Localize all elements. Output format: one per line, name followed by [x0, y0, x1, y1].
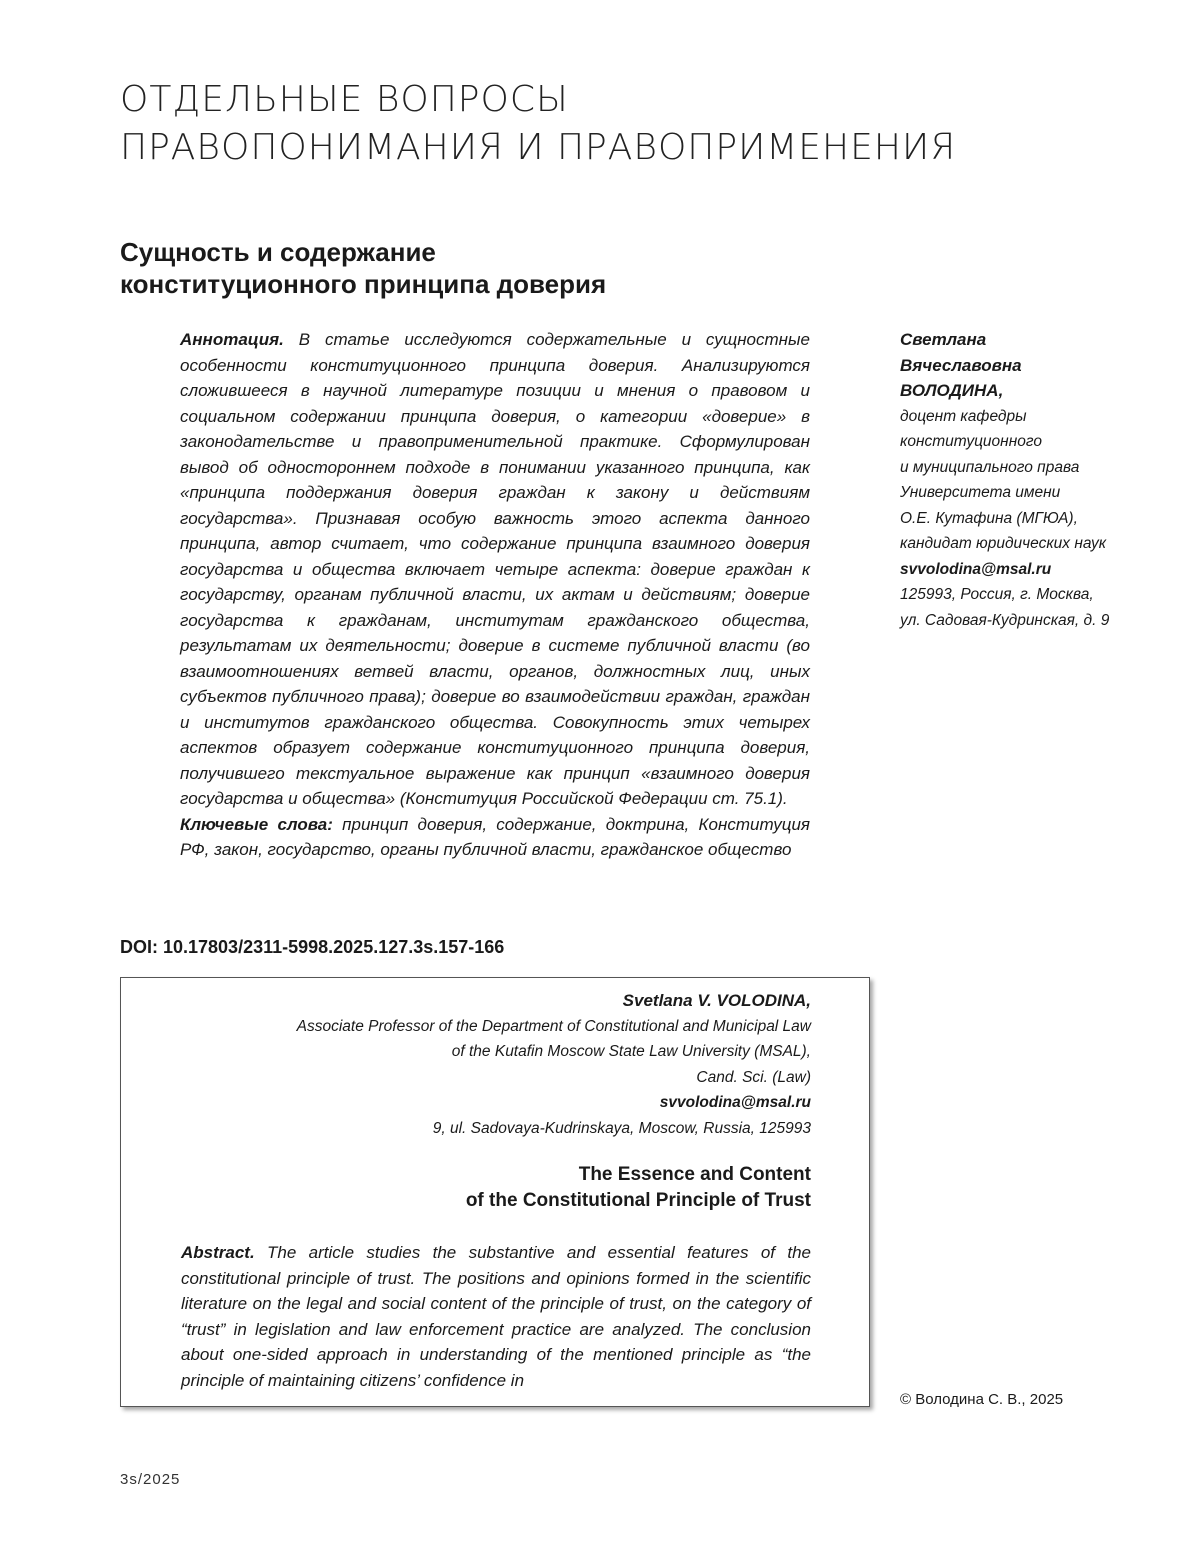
keywords-ru-paragraph: [180, 812, 810, 863]
doi: DOI: 10.17803/2311-5998.2025.127.3s.157-166: [120, 937, 505, 957]
author-ru-address-2: ул. Садовая-Кудринская, д. 9: [900, 611, 1110, 629]
section-heading: [120, 76, 1160, 172]
author-info-ru: [900, 327, 1140, 633]
english-summary-box: [120, 977, 870, 1407]
author-ru-position-3: и муниципального права: [900, 458, 1080, 476]
copyright: © Володина С. В., 2025: [900, 1391, 1064, 1408]
author-info-en: [191, 988, 811, 1141]
author-ru-affiliation-2: О.Е. Кутафина (МГЮА),: [900, 509, 1078, 527]
author-ru-patronymic: Вячеславовна: [900, 355, 1022, 375]
abstract-en-text: The article studies the substantive and essential features of the constitutional principle of trust. The positions and opinions formed in the scientific literature on the legal and social content of the principle of trust, on the category of “trust” in legislation and law enforcement practice are analyzed. The conclusion about one-sided approach in understanding of the mentioned principle as “the principle of maintaining citizens’ confidence in: [181, 1243, 811, 1390]
article-title-en-line2: of the Constitutional Principle of Trust: [465, 1189, 811, 1211]
keywords-ru-text: принцип доверия, содержание, доктрина, Конституция РФ, закон, государство, органы публичной власти, гражданское общество: [180, 814, 810, 859]
abstract-ru: [180, 327, 810, 863]
article-title-en: [251, 1162, 811, 1213]
section-heading-line2: ПРАВОПОНИМАНИЯ И ПРАВОПРИМЕНЕНИЯ: [120, 127, 957, 168]
author-ru-degree: кандидат юридических наук: [900, 535, 1107, 552]
author-ru-position-2: конституционного: [900, 433, 1042, 450]
author-en-degree: Cand. Sci. (Law): [696, 1068, 811, 1086]
author-ru-first-name: Светлана: [900, 330, 987, 349]
article-title-en-line1: The Essence and Content: [578, 1164, 811, 1185]
author-ru-surname: ВОЛОДИНА,: [900, 381, 1004, 400]
article-title-line2: конституционного принципа доверия: [120, 269, 607, 299]
author-en-address: 9, ul. Sadovaya-Kudrinskaya, Moscow, Russia, 125993: [432, 1119, 811, 1137]
abstract-ru-label: Аннотация.: [180, 330, 284, 349]
abstract-ru-text: В статье исследуются содержательные и сущностные особенности конституционного принципа доверия. Анализируются сложившееся в научной литературе позиции и мнения о правовом и социальном содержании принципа доверия, о категории «доверие» в законодательстве и правоприменительной практике. Сформулирован вывод об одностороннем подходе в понимании указанного принципа, как «принципа поддержания доверия граждан к закону и действиям государства». Признавая особую важность этого аспекта данного принципа, автор считает, что содержание принципа взаимного доверия государства и общества включает четыре аспекта: доверие граждан к государству, органам публичной власти, их актам и действиям; доверие государства к гражданам, институтам гражданского общества, результатам их деятельности; доверие в системе публичной власти (во взаимоотношениях ветвей власти, органов, должностных лиц, иных субъектов публичного права); доверие во взаимодействии граждан, граждан и институтов гражданского общества. Совокупность этих четырех аспектов образует содержание конституционного принципа доверия, получившего текстуальное выражение как принцип «взаимного доверия государства и общества» (Конституция Российской Федерации ст. 75.1).: [180, 330, 810, 808]
author-en-position-1: Associate Professor of the Department of Constitutional and Municipal Law: [296, 1017, 811, 1035]
abstract-ru-paragraph: [180, 327, 810, 812]
author-en-position-2: of the Kutafin Moscow State Law University (MSAL),: [451, 1043, 811, 1060]
abstract-en: [181, 1240, 811, 1393]
author-ru-address-1: 125993, Россия, г. Москва,: [900, 586, 1094, 603]
article-title: [120, 236, 820, 300]
author-en-email: svvolodina@msal.ru: [659, 1094, 811, 1111]
issue-number: 3s/2025: [120, 1471, 181, 1488]
article-title-line1: Сущность и содержание: [120, 237, 436, 267]
section-heading-line1: ОТДЕЛЬНЫЕ ВОПРОСЫ: [120, 79, 569, 120]
author-ru-email: svvolodina@msal.ru: [900, 560, 1052, 578]
abstract-en-label: Abstract.: [181, 1243, 255, 1262]
keywords-ru-label: Ключевые слова:: [180, 814, 333, 834]
author-ru-affiliation-1: Университета имени: [900, 484, 1061, 501]
author-en-name: Svetlana V. VOLODINA,: [622, 991, 811, 1010]
author-ru-position-1: доцент кафедры: [900, 407, 1027, 425]
